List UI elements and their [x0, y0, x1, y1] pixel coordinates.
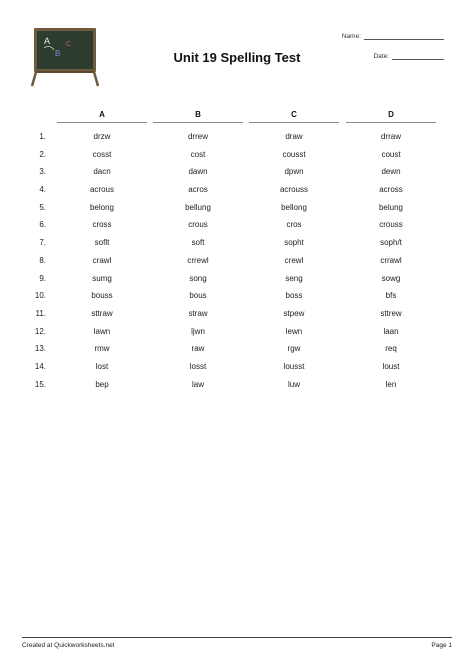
- question-number: 11.: [35, 308, 46, 318]
- question-row: [30, 376, 450, 394]
- answer-option-a[interactable]: belong: [89, 202, 115, 212]
- answer-option-a[interactable]: sumg: [92, 273, 112, 283]
- question-row: [30, 323, 450, 341]
- question-row: [30, 128, 450, 146]
- question-row: [30, 146, 450, 164]
- footer-divider: [22, 637, 452, 638]
- question-number: 13.: [34, 344, 46, 354]
- column-header-d: D: [346, 110, 436, 123]
- answer-option-b[interactable]: crrewl: [187, 255, 209, 265]
- date-field: [373, 52, 444, 60]
- answer-option-a[interactable]: lawn: [93, 326, 111, 336]
- column-header-a: A: [57, 110, 147, 123]
- answer-option-c[interactable]: cros: [286, 220, 302, 230]
- answer-option-c[interactable]: dpwn: [284, 167, 304, 177]
- answer-option-c[interactable]: rgw: [287, 344, 301, 354]
- answer-option-b[interactable]: losst: [189, 361, 207, 371]
- date-blank-line: [392, 52, 444, 60]
- answer-option-b[interactable]: song: [189, 273, 207, 283]
- answer-option-a[interactable]: sttraw: [91, 308, 113, 318]
- spelling-test-table: [30, 110, 450, 393]
- answer-option-a[interactable]: bouss: [91, 291, 113, 301]
- answer-option-b[interactable]: crous: [188, 220, 208, 230]
- chalk-letter-b: B: [55, 49, 61, 58]
- answer-option-a[interactable]: soflt: [94, 238, 110, 248]
- column-header-c: C: [249, 110, 339, 123]
- answer-option-d[interactable]: laan: [383, 326, 399, 336]
- question-number: 12.: [34, 326, 46, 336]
- answer-option-a[interactable]: dacn: [93, 167, 111, 177]
- question-row: [30, 216, 450, 234]
- answer-option-d[interactable]: bfs: [385, 291, 397, 301]
- question-number: 10.: [34, 291, 46, 301]
- answer-option-b[interactable]: bous: [189, 291, 207, 301]
- answer-option-d[interactable]: coust: [381, 149, 401, 159]
- question-row: [30, 252, 450, 270]
- answer-option-b[interactable]: soft: [191, 238, 205, 248]
- question-row: [30, 358, 450, 376]
- answer-option-c[interactable]: stpew: [283, 308, 305, 318]
- question-number: 9.: [39, 273, 46, 283]
- answer-option-c[interactable]: cousst: [282, 149, 306, 159]
- answer-option-a[interactable]: drzw: [93, 132, 111, 141]
- answer-option-d[interactable]: loust: [382, 361, 400, 371]
- answer-option-d[interactable]: crouss: [379, 220, 403, 230]
- question-row: [30, 181, 450, 199]
- name-field: [342, 32, 444, 40]
- question-number: 7.: [39, 238, 46, 248]
- question-number: 5.: [39, 202, 46, 212]
- answer-option-b[interactable]: drrew: [187, 132, 208, 141]
- answer-option-d[interactable]: soph/t: [380, 238, 402, 248]
- question-row: [30, 270, 450, 288]
- answer-option-c[interactable]: crewl: [284, 255, 304, 265]
- question-row: [30, 340, 450, 358]
- answer-option-b[interactable]: cost: [190, 149, 206, 159]
- name-blank-line: [364, 32, 444, 40]
- answer-option-d[interactable]: crrawl: [380, 255, 402, 265]
- answer-option-d[interactable]: dewn: [381, 167, 401, 177]
- answer-option-b[interactable]: dawn: [188, 167, 208, 177]
- question-number: 15.: [34, 379, 46, 389]
- page-title: Unit 19 Spelling Test: [173, 50, 301, 65]
- answer-option-a[interactable]: lost: [95, 361, 109, 371]
- answer-option-d[interactable]: sowg: [381, 273, 401, 283]
- answer-option-c[interactable]: seng: [285, 273, 303, 283]
- question-row: [30, 234, 450, 252]
- answer-option-c[interactable]: luw: [287, 379, 300, 389]
- question-number: 3.: [39, 167, 46, 177]
- column-headers: [30, 110, 450, 124]
- answer-option-a[interactable]: bep: [95, 379, 109, 389]
- footer-page-number: Page 1: [431, 642, 452, 649]
- answer-option-d[interactable]: drraw: [380, 132, 401, 141]
- question-number: 1.: [39, 132, 46, 141]
- chalk-letter-c: C: [66, 41, 72, 48]
- question-number: 8.: [39, 255, 46, 265]
- date-label: Date:: [373, 53, 389, 60]
- question-row: [30, 163, 450, 181]
- question-number: 4.: [39, 185, 46, 195]
- answer-option-b[interactable]: law: [191, 379, 204, 389]
- answer-option-a[interactable]: cross: [92, 220, 112, 230]
- answer-option-b[interactable]: bellung: [185, 202, 211, 212]
- question-number: 2.: [39, 149, 46, 159]
- answer-option-c[interactable]: bellong: [281, 202, 307, 212]
- answer-option-b[interactable]: acros: [188, 185, 208, 195]
- answer-option-c[interactable]: acrouss: [279, 185, 308, 195]
- answer-option-a[interactable]: cosst: [92, 149, 112, 159]
- question-row: [30, 199, 450, 217]
- answer-option-d[interactable]: across: [379, 185, 403, 195]
- answer-option-c[interactable]: lewn: [285, 326, 303, 336]
- chalk-letter-a: A: [44, 36, 51, 46]
- question-row: [30, 305, 450, 323]
- answer-option-b[interactable]: ljwn: [191, 326, 205, 336]
- answer-option-d[interactable]: req: [385, 344, 397, 354]
- question-row: [30, 287, 450, 305]
- answer-option-c[interactable]: boss: [285, 291, 303, 301]
- question-number: 14.: [34, 361, 46, 371]
- answer-option-d[interactable]: belung: [378, 202, 404, 212]
- name-label: Name:: [341, 33, 361, 40]
- answer-option-c[interactable]: lousst: [283, 361, 305, 371]
- answer-option-b[interactable]: raw: [191, 344, 205, 354]
- question-number: 6.: [39, 220, 46, 230]
- footer-credit: Created at Quickworksheets.net: [22, 642, 115, 649]
- answer-option-a[interactable]: rmw: [94, 344, 110, 354]
- question-rows: [30, 128, 450, 393]
- answer-option-c[interactable]: draw: [285, 132, 303, 141]
- answer-option-c[interactable]: sopht: [284, 238, 304, 248]
- answer-option-d[interactable]: len: [385, 379, 397, 389]
- column-header-b: B: [153, 110, 243, 123]
- answer-option-b[interactable]: straw: [188, 308, 208, 318]
- answer-option-a[interactable]: acrous: [89, 185, 114, 195]
- answer-option-d[interactable]: sttrew: [380, 308, 402, 318]
- answer-option-a[interactable]: crawl: [92, 255, 112, 265]
